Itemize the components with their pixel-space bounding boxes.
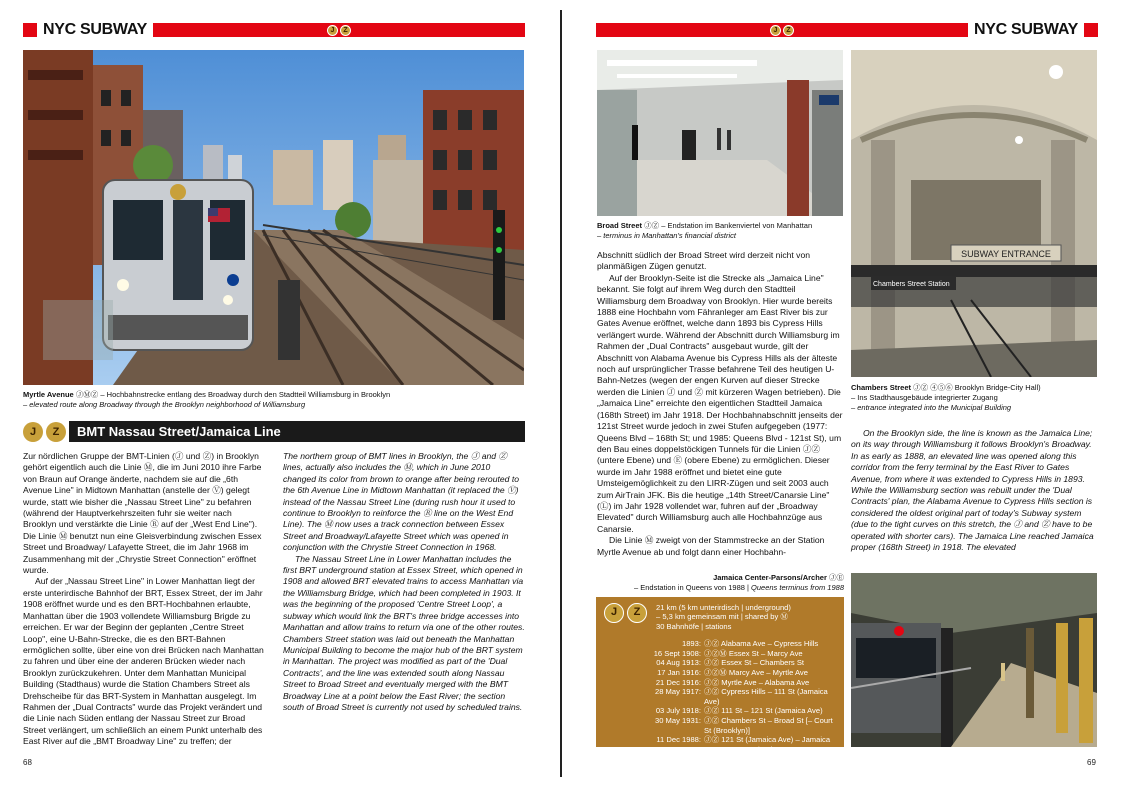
jamaica-center-photo <box>851 573 1097 747</box>
elevated-train-illustration <box>23 50 524 385</box>
header-red-bar <box>596 23 968 37</box>
caption-de: – Endstation in Queens von 1988 | <box>634 583 752 592</box>
caption-en: – terminus in Manhattan's financial district <box>597 231 736 240</box>
timeline-date: 28 May 1917: <box>654 687 701 697</box>
paragraph: On the Brooklyn side, the line is known as the Jamaica Line; on its way through Williamsburg it follows Brooklyn's Broadway. In as early as 1888, an elevated line was opened along this corridor from the ferry terminal by the East River to Gates Avenue, from where it was extended to Cypress Hills in 1893. While the Williamsburg section was rebuilt under the 'Dual Contracts' plan, the Alabama Avenue to Cypress Hills section is considered the oldest original part of today's Subway system (due to the tight curves on this stretch, the Ⓙ and Ⓩ have to be operated with shorter cars). The Jamaica Line reached Jamaica proper (168th Street) in 1918. The elevated <box>851 428 1094 553</box>
caption-station: Broad Street <box>597 221 643 230</box>
right-header <box>596 22 1098 38</box>
factbox-badge-z: Z <box>627 603 647 623</box>
timeline-desc: ⒿⓏ 111 St – 121 St (Jamaica Ave) <box>704 706 823 716</box>
page-number: 68 <box>23 758 32 767</box>
paragraph: The Nassau Street Line in Lower Manhattan includes the first BRT underground station at Essex Street, which opened in 1908 and allowed BRT elevated trains to access Manhattan via the Williamsburg Bridge, which had been completed in 1903. It was the beginning of the proposed 'Centre Street Loop', a subway which would link the BRT's three bridge accesses into Manhattan and allow trains to return via one of the other routes. Chambers Street station was laid out beneath the Manhattan Municipal Building to become the major hub of the BRT system in Manhattan. The project was modified as part of the 'Dual Contracts', and the line was extended south along Nassau Street to Broad Street and eventually merged with the BMT Broadway Line at a point below the East River; the section south of Broad Street is currently not used by scheduled trains. <box>283 553 525 712</box>
caption-de: – Hochbahnstrecke entlang des Broadway durch den Stadtteil Williamsburg in Brooklyn <box>98 390 391 399</box>
caption-de-b: – Ins Stadthausgebäude integrierter Zugang <box>851 393 998 402</box>
jamaica-center-caption <box>597 573 844 593</box>
stat-length: 21 km (5 km unterirdisch | underground) <box>656 603 791 612</box>
vaulted-entrance-illustration <box>851 50 1097 377</box>
chambers-street-photo <box>851 50 1097 377</box>
header-title: NYC SUBWAY <box>974 21 1078 38</box>
left-german-column <box>23 451 265 748</box>
timeline-desc: ⒿⓏⓂ Essex St – Marcy Ave <box>704 648 803 658</box>
caption-lines: ⒿⓏ ④⑤⑥ <box>913 383 953 392</box>
station-platform-illustration <box>597 50 843 216</box>
caption-de-a: Brooklyn Bridge-City Hall) <box>952 383 1041 392</box>
factbox-stats <box>656 603 791 631</box>
timeline-row <box>604 668 836 678</box>
timeline-desc: ⒿⓏ Essex St – Chambers St <box>704 658 805 668</box>
caption-lines: ⒿⒺ <box>829 573 844 582</box>
line-factbox <box>596 597 844 754</box>
header-red-bar <box>153 23 525 37</box>
timeline-date: 11 Dec 1988: <box>656 735 701 745</box>
timeline-row <box>604 735 836 754</box>
header-red-square <box>23 23 37 37</box>
section-badge-z: Z <box>46 422 66 442</box>
timeline-date: 1893: <box>681 639 701 649</box>
stat-shared: – 5,3 km gemeinsam mit | shared by Ⓜ <box>656 612 788 622</box>
broad-street-caption <box>597 221 847 241</box>
paragraph: The northern group of BMT lines in Brooklyn, the Ⓙ and Ⓩ lines, actually also includes the Ⓜ, which in June 2010 changed its color from brown to orange after being rerouted to the 6th Avenue Line in Midtown Manhattan (it replaced the Ⓥ) instead of the Nassau Street Line (during rush hour it used to continue to Brooklyn to reinforce the Ⓡ line on the West End Line). The Ⓜ now uses a track connection between Essex Street and Broadway/Lafayette Street which was opened in conjunction with the Chrystie Street Connection in 1968. <box>283 451 519 553</box>
chambers-street-caption <box>851 383 1101 413</box>
paragraph: Abschnitt südlich der Broad Street wird derzeit nicht von planmäßigen Zügen genutzt. <box>597 250 811 272</box>
header-red-square <box>1084 23 1098 37</box>
paragraph: Auf der Brooklyn-Seite ist die Strecke als „Jamaica Line" bekannt. Sie folgt auf ihrem Weg durch den Stadtteil Williamsburg dem Broadway von Brooklyn. Hier wurde bereits 1888 eine Hochbahn vom Fähranleger am East River bis zur Gates Avenue eröffnet, welche dann 1893 bis Cypress Hills verlängert wurde. Während der Abschnitt durch Williamsburg im Rahmen der „Dual Contracts" ausgebaut wurde, gilt der Abschnitt von Alabama Avenue bis Cypress Hills als der älteste noch auf ursprünglicher Trasse befahrene Teil des heutigen U-Bahn-Netzes (wegen der engen Kurven auf dieser Strecke werden die Linien Ⓙ und Ⓩ mit kürzeren Wagen betrieben). Die „Jamaica Line" erreichte den eigentlichen Stadtteil Jamaica (168th Street) im Jahr 1918. Der Hochbahnabschnitt jenseits der 121st Street wurde jedoch in zwei Stufen aufgegeben (1977: Queens Blvd – 168th St; und 1985: Queens Blvd - 121st St), um den Bau eines doppelstöckigen Tunnels für die Linien ⒿⓏ (untere Ebene) und Ⓔ (obere Ebene) zu ermöglichen. Dieser wurde im Jahr 1988 eröffnet und bietet eine gute Umsteigemöglichkeit zu den LIRR-Zügen und seit 2003 auch zum AirTrain JFK. Bis die heutige „14th Street/Canarsie Line" (Ⓛ) im Jahr 1928 vollendet war, fuhren auf der „Broadway Elevated" durch Williamsburg auch alle Hochbahnzüge aus Canarsie. <box>597 272 843 534</box>
caption-de: – Endstation im Bankenviertel von Manhattan <box>659 221 813 230</box>
subway-entrance-sign: SUBWAY ENTRANCE <box>961 249 1051 259</box>
timeline-date: 03 July 1918: <box>655 706 701 716</box>
timeline-date: 04 Aug 1913: <box>656 658 701 668</box>
section-header <box>23 421 525 442</box>
caption-en: Queens terminus from 1988 <box>751 583 844 592</box>
timeline-row <box>604 716 836 735</box>
timeline-row <box>604 706 836 716</box>
paragraph: Zur nördlichen Gruppe der BMT-Linien (Ⓙ und Ⓩ) in Brooklyn gehört eigentlich auch die Linie Ⓜ, die im Juni 2010 ihre Farbe von Braun auf Orange änderte, nachdem sie auf die „6th Avenue Line" in Midtown Manhattan (anstelle der Ⓥ) gelegt wurde, statt wie bisher die „Nassau Street Line" zu befahren (während der Hauptverkehrszeiten fuhr sie weiter nach Brooklyn und verstärkte die Linie Ⓡ auf der „West End Line"). Die Linie Ⓜ benutzt nun eine Gleisverbindung zwischen Essex Street und Broadway/ Lafayette Street, die im Jahr 1968 im Zusammenhang mit der „Chrystie Street Connection" eröffnet wurde. <box>23 451 262 576</box>
line-badge-z: Z <box>340 25 351 36</box>
timeline-row <box>604 639 836 649</box>
line-badge-j: J <box>770 25 781 36</box>
timeline-row <box>604 678 836 688</box>
right-english-column <box>851 428 1097 553</box>
left-english-column <box>283 451 525 713</box>
timeline-row <box>604 649 836 659</box>
line-badge-z: Z <box>783 25 794 36</box>
timeline-date: 21 Dec 1916: <box>655 677 701 687</box>
caption-station: Chambers Street <box>851 383 912 392</box>
chambers-station-sign: Chambers Street Station <box>873 281 950 288</box>
right-german-column <box>597 250 843 558</box>
left-page <box>0 0 560 787</box>
factbox-badges <box>604 603 650 623</box>
left-header <box>23 22 525 38</box>
page-number: 69 <box>1087 758 1096 767</box>
broad-street-photo <box>597 50 843 216</box>
factbox-summary <box>604 603 836 631</box>
caption-station: Myrtle Avenue <box>23 390 74 399</box>
caption-en: – elevated route along Broadway through the Brooklyn neighborhood of Williamsburg <box>23 400 306 409</box>
factbox-timeline <box>604 639 836 754</box>
timeline-date: 16 Sept 1908: <box>653 648 701 658</box>
timeline-desc: ⒿⓏⓂ Marcy Ave – Myrtle Ave <box>704 668 808 677</box>
paragraph: Die Linie Ⓜ zweigt von der Stammstrecke an der Station Myrtle Avenue ab und folgt dann einer Hochbahn- <box>597 535 825 557</box>
underground-platform-illustration <box>851 573 1097 747</box>
section-badge-j: J <box>23 422 43 442</box>
myrtle-avenue-photo <box>23 50 524 385</box>
timeline-date: 17 Jan 1916: <box>657 668 701 677</box>
timeline-desc: ⒿⓏ Myrtle Ave – Alabama Ave <box>704 677 810 687</box>
paragraph: Auf der „Nassau Street Line" in Lower Manhattan liegt der erste unterirdische Bahnhof der BRT, Essex Street, der im Jahr 1908 eröffnet wurde und es den BRT-Hochbahnen erlaubte, Manhattan über die 1903 vollendete Williamsburg Brigde zu erreichen. Er war der Beginn der geplanten „Centre Street Loop", eine U-Bahn-Strecke, die es den BRT-Bahnen ermöglichen sollte, über eine von drei Brücken nach Manhattan zu fahren und über eine der anderen Brücken wieder nach Brooklyn zurückzukehren. Unter dem Manhattan Municipal Building (Stadthaus) wurde die Station Chambers Street als Drehscheibe für das BRT-System in Manhattan ausgelegt. Im Rahmen der „Dual Contracts" wurde das Projekt verändert und die Linie nach Süden entlang der Nassau Street zur Broad Street verlängert, um schließlich an einem Punkt unterhalb des East River auf die „BMT Broadway Line" zu treffen; der <box>23 576 264 747</box>
stat-stations: 30 Bahnhöfe | stations <box>656 621 732 631</box>
timeline-desc: ⒿⓏ Chambers St – Broad St [– Court St (Brooklyn)] <box>704 715 833 735</box>
caption-station: Jamaica Center-Parsons/Archer <box>713 573 827 582</box>
caption-lines: ⒿⓏ <box>644 221 660 230</box>
header-title: NYC SUBWAY <box>43 21 147 38</box>
section-title: BMT Nassau Street/Jamaica Line <box>69 421 525 442</box>
caption-lines: ⒿⓂⓏ <box>75 390 99 399</box>
timeline-date: 30 May 1931: <box>654 715 701 725</box>
timeline-desc: ⒿⓏ Cypress Hills – 111 St (Jamaica Ave) <box>704 687 828 706</box>
timeline-row <box>604 687 836 706</box>
factbox-badge-j: J <box>604 603 624 623</box>
main-photo-caption <box>23 390 525 410</box>
caption-en: – entrance integrated into the Municipal Building <box>851 403 1012 412</box>
timeline-desc: ⒿⓏ 121 St (Jamaica Ave) – Jamaica Center-Parsons/Archer <box>704 735 831 754</box>
line-badge-j: J <box>327 25 338 36</box>
timeline-desc: ⒿⓏ Alabama Ave – Cypress Hills <box>704 639 819 649</box>
timeline-row <box>604 658 836 668</box>
